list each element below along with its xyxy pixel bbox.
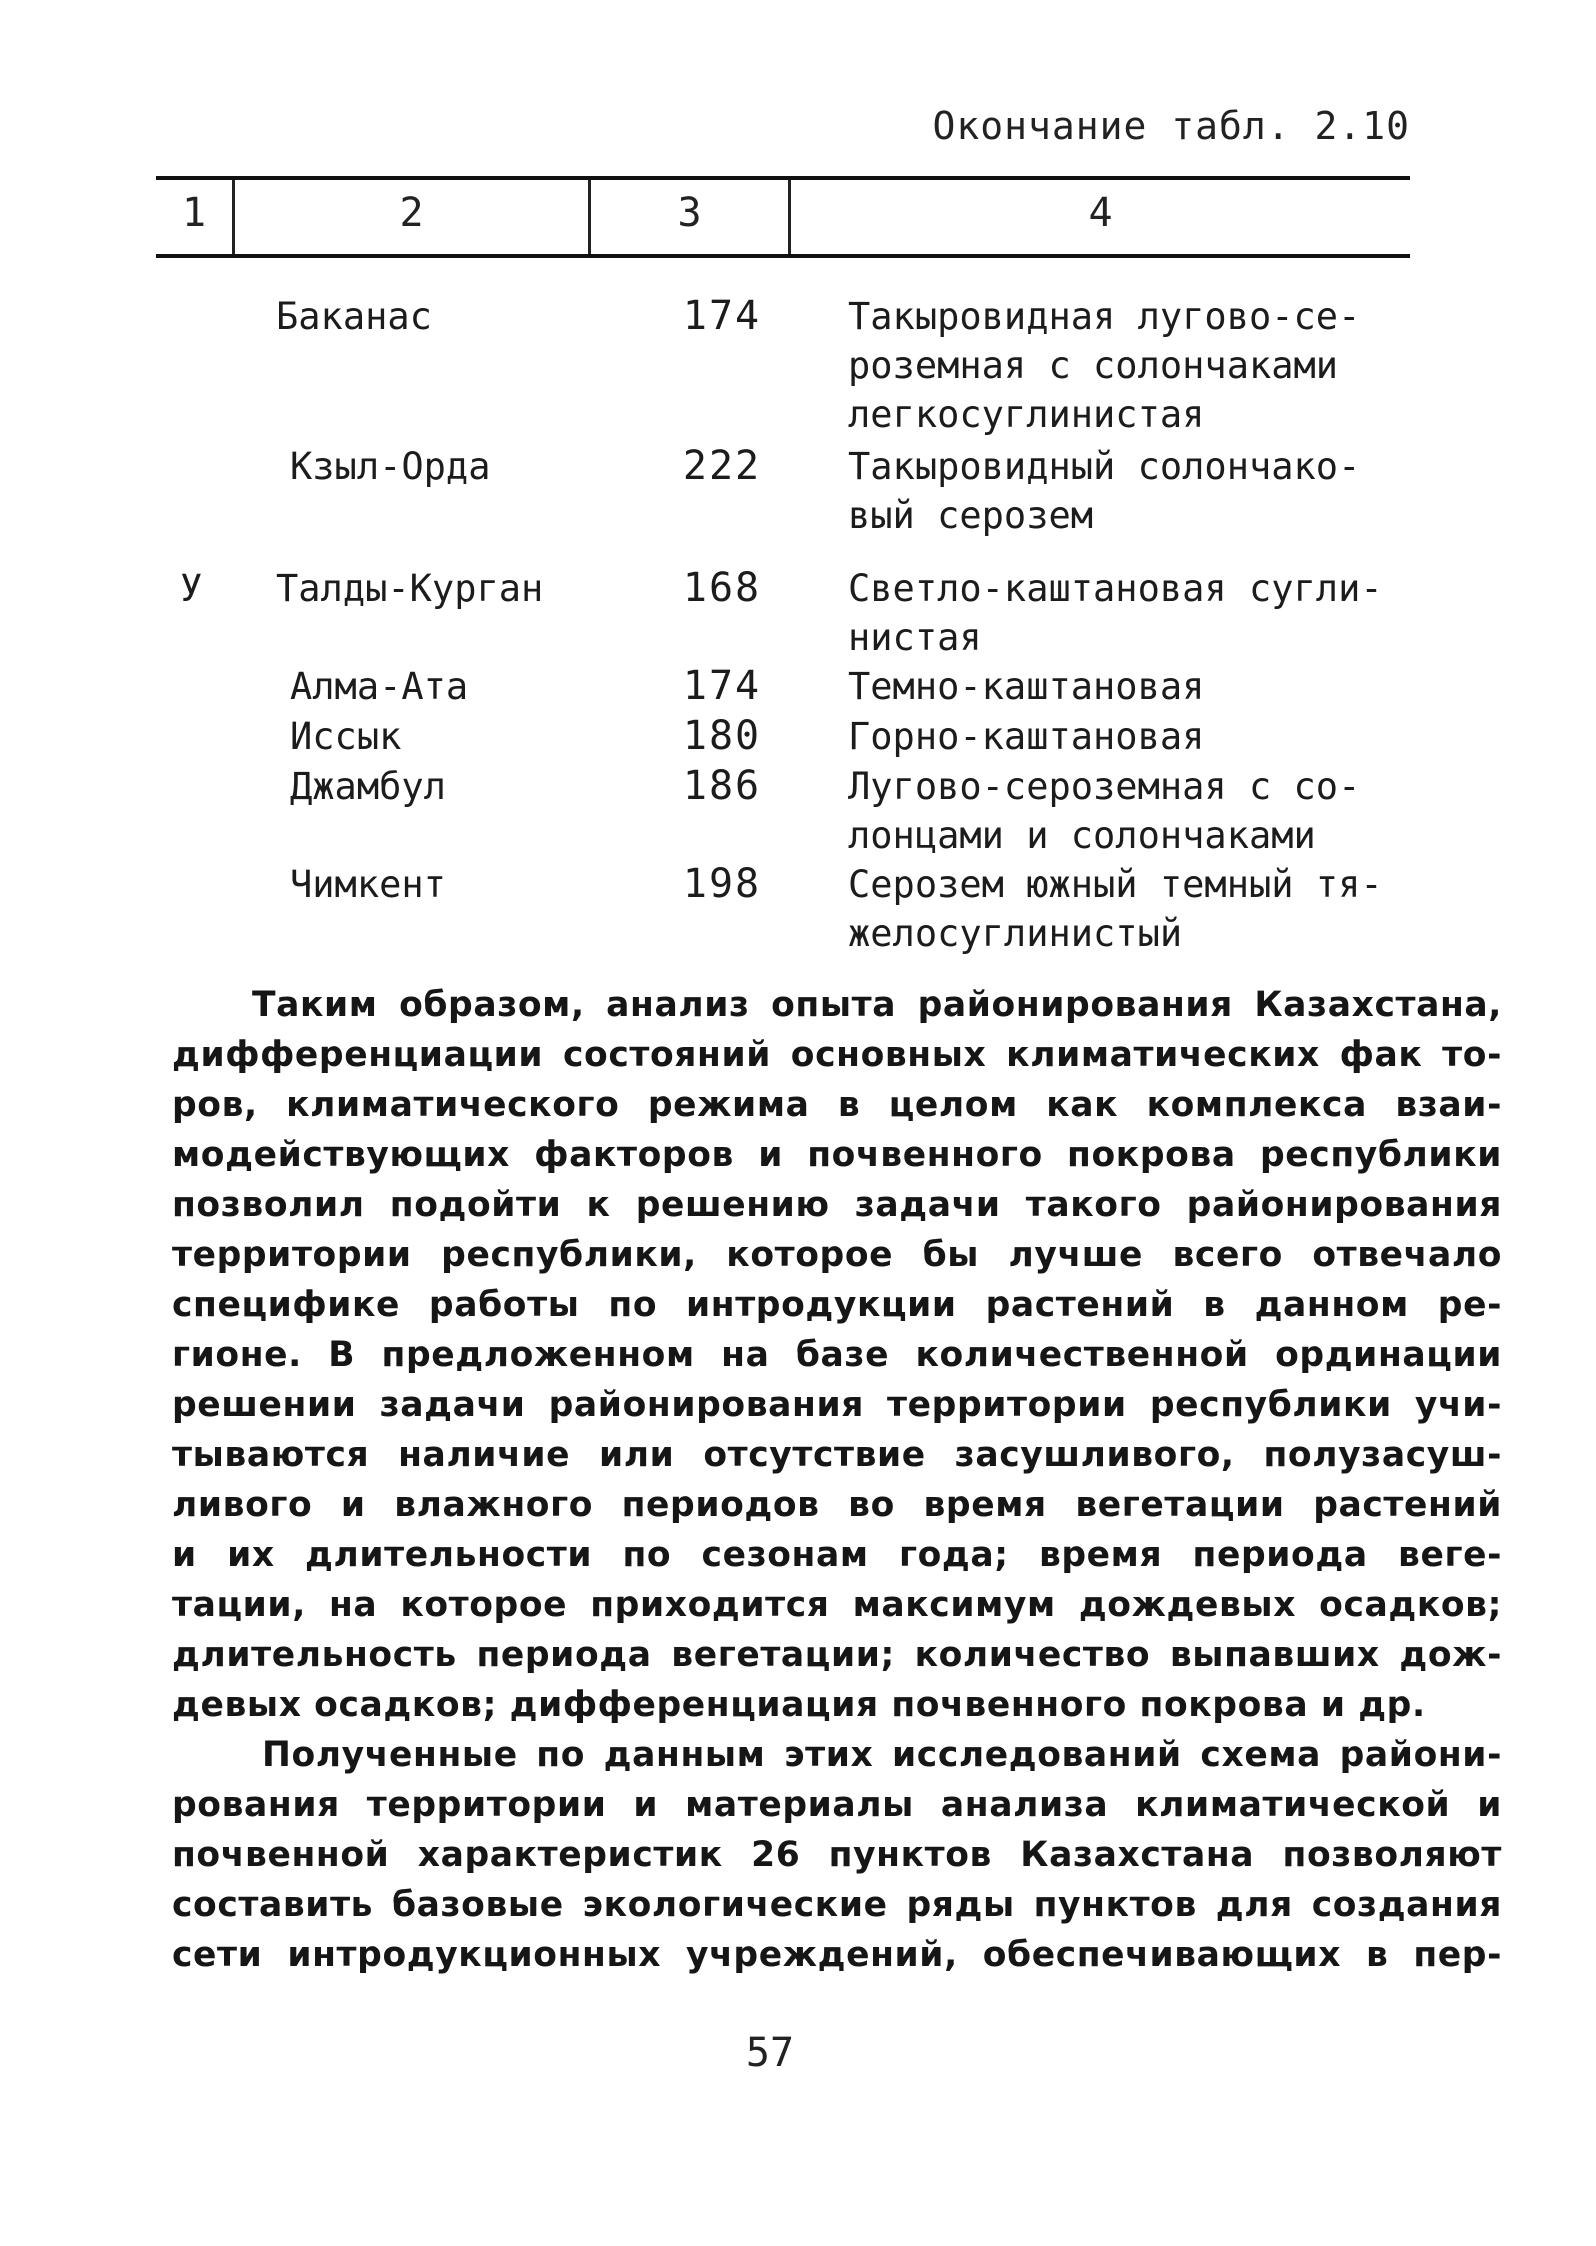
value-cell: 174 [682, 293, 762, 339]
text-line: Таким образом, анализ опыта районирования Казахстана, [252, 985, 1502, 1025]
text-line: дифференциации состояний основных климатических фак то- [172, 1035, 1502, 1075]
station-cell: Алма-Ата [290, 665, 469, 708]
paragraph-1 [172, 980, 1502, 1730]
text-line: рования территории и материалы анализа климатической и [172, 1785, 1502, 1825]
header-bottom-rule [156, 254, 1410, 258]
value-cell: 222 [682, 443, 762, 489]
station-cell: Иссык [290, 715, 402, 758]
soil-cell: Такыровидный солончако- вый серозем [848, 445, 1361, 537]
text-line: решении задачи районирования территории республики учи- [172, 1385, 1502, 1425]
text-line: тации, на которое приходится максимум дождевых осадков; [172, 1585, 1502, 1625]
text-line: ров, климатического режима в целом как комплекса взаи- [172, 1085, 1502, 1125]
text-line: специфике работы по интродукции растений в данном ре- [172, 1285, 1502, 1325]
value-cell: 174 [682, 663, 762, 709]
text-line: девых осадков; дифференциация почвенного покрова и др. [172, 1685, 1426, 1725]
text-line: модействующих факторов и почвенного покрова республики [172, 1135, 1502, 1175]
page-number: 57 [745, 2030, 795, 2076]
soil-cell: Светло-каштановая сугли- нистая [848, 567, 1383, 659]
station-cell: Кзыл-Орда [290, 445, 491, 488]
station-cell: Джамбул [290, 765, 446, 808]
header-col-1: 1 [181, 190, 207, 236]
text-line: ливого и влажного периодов во время вегетации растений [172, 1485, 1502, 1525]
text-line: позволил подойти к решению задачи такого районирования [172, 1185, 1502, 1225]
soil-cell: Лугово-сероземная с со- лонцами и солончаками [848, 765, 1361, 857]
value-cell: 186 [682, 763, 762, 809]
soil-cell: Серозем южный темный тя- желосуглинистый [848, 863, 1383, 955]
header-col-4: 4 [1088, 190, 1113, 236]
soil-cell: Горно-каштановая [848, 715, 1205, 758]
soil-cell: Такыровидная лугово-се- роземная с солончаками легкосуглинистая [848, 295, 1361, 436]
value-cell: 180 [682, 713, 762, 759]
station-cell: Талды-Курган [276, 567, 544, 610]
text-line: длительность периода вегетации; количество выпавших дож- [172, 1635, 1502, 1675]
text-line: сети интродукционных учреждений, обеспечивающих в пер- [172, 1935, 1502, 1975]
station-cell: Баканас [276, 295, 432, 338]
header-col-3: 3 [677, 190, 702, 236]
text-line: Полученные по данным этих исследований схема райони- [262, 1735, 1502, 1775]
header-col-2: 2 [399, 190, 424, 236]
table-header [156, 176, 1410, 258]
station-cell: Чимкент [290, 863, 446, 906]
header-top-rule [156, 176, 1410, 180]
text-line: территории республики, которое бы лучше всего отвечало [172, 1235, 1502, 1275]
table-caption: Окончание табл. 2.10 [932, 104, 1410, 148]
paragraph-2 [172, 1730, 1502, 1980]
text-line: тываются наличие или отсутствие засушливого, полузасуш- [172, 1435, 1502, 1475]
value-cell: 198 [682, 861, 762, 907]
text-line: гионе. В предложенном на базе количественной ординации [172, 1335, 1502, 1375]
text-line: составить базовые экологические ряды пунктов для создания [172, 1885, 1502, 1925]
text-line: и их длительности по сезонам года; время периода веге- [172, 1535, 1502, 1575]
value-cell: 168 [682, 565, 762, 611]
zone-cell: У [180, 567, 203, 610]
text-line: почвенной характеристик 26 пунктов Казахстана позволяют [172, 1835, 1502, 1875]
soil-cell: Темно-каштановая [848, 665, 1205, 708]
